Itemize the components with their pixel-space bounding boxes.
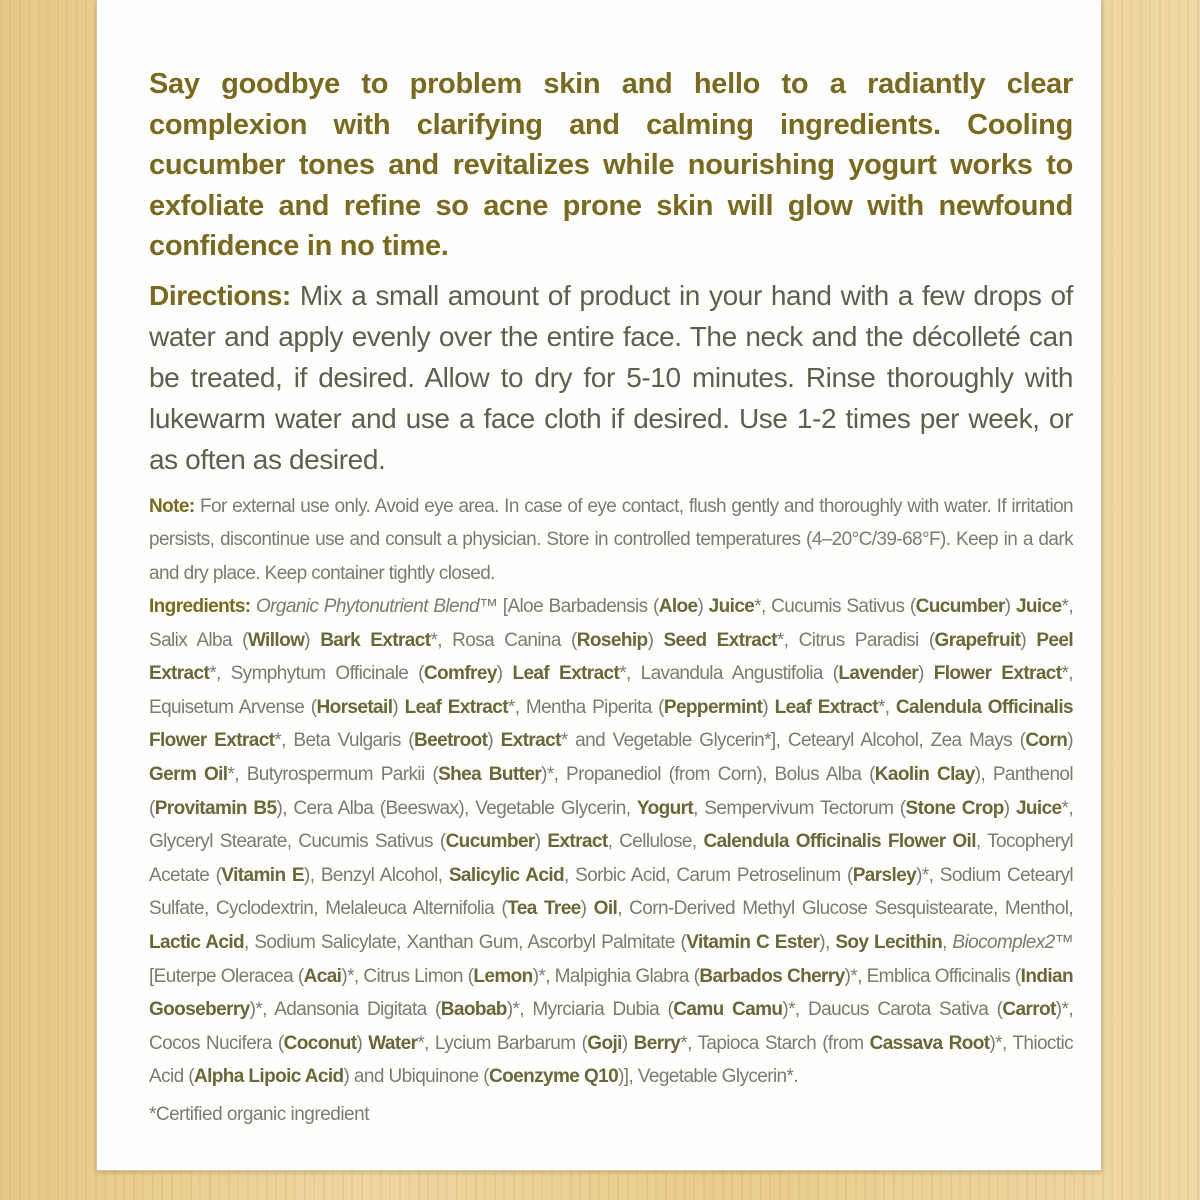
- ingredient-segment: , Sorbic Acid, Carum Petroselinum (: [564, 864, 853, 886]
- ingredient-segment: Willow: [247, 629, 305, 651]
- ingredient-segment: Barbados Cherry: [699, 965, 845, 987]
- ingredient-segment: ): [496, 663, 513, 685]
- ingredient-segment: Extract: [500, 730, 561, 752]
- ingredient-segment: ): [304, 629, 321, 651]
- ingredient-segment: Cucumber: [445, 831, 535, 853]
- ingredient-segment: ): [697, 596, 709, 617]
- ingredient-segment: ): [621, 1032, 634, 1054]
- ingredient-segment: Aloe: [658, 596, 698, 617]
- note-label: Note:: [149, 495, 195, 517]
- ingredient-segment: Leaf Extract: [512, 663, 620, 685]
- ingredient-segment: Stone Crop: [905, 797, 1004, 819]
- ingredient-segment: Carrot: [1002, 999, 1056, 1021]
- ingredient-segment: Flower Extract: [933, 663, 1062, 685]
- ingredient-segment: )*, Sodium Cetearyl Sulfate, Cyclodextrin, Melaleuca Alternifolia (: [149, 864, 1073, 920]
- ingredient-segment: Germ Oil: [149, 763, 228, 785]
- ingredient-segment: Juice: [708, 596, 755, 617]
- ingredient-segment: ),: [819, 931, 836, 953]
- ingredient-segment: Organic Phytonutrient Blend™: [255, 596, 498, 617]
- ingredient-segment: [Euterpe Oleracea (: [149, 965, 304, 987]
- ingredient-segment: )], Vegetable Glycerin*.: [618, 1066, 799, 1088]
- ingredient-segment: Vitamin E: [221, 864, 304, 886]
- ingredient-segment: Cucumber: [915, 596, 1005, 617]
- ingredient-segment: *, Cucumis Sativus (: [754, 596, 916, 617]
- ingredient-segment: ), Panthenol (: [149, 763, 1074, 819]
- note-paragraph: [149, 490, 1073, 591]
- directions-label: Directions:: [149, 279, 291, 311]
- ingredient-segment: ): [1067, 730, 1073, 752]
- ingredient-segment: ) and Ubiquinone (: [343, 1066, 490, 1088]
- ingredient-segment: , Cellulose,: [607, 831, 704, 853]
- ingredient-segment: Grapefruit: [934, 629, 1021, 651]
- ingredient-segment: Juice: [1015, 797, 1062, 819]
- ingredient-segment: , Sempervivum Tectorum (: [693, 797, 906, 819]
- directions-text: Mix a small amount of product in your hand with a few drops of water and apply evenly over the entire face. The neck and the décolleté can be treated, if desired. Allow to dry for 5-10 minutes. Rinse thoroughly with lukewarm water and use a face cloth if desired. Use 1-2 times per week, or as often as desired.: [149, 279, 1073, 475]
- ingredient-segment: Alpha Lipoic Acid: [193, 1066, 344, 1088]
- ingredient-segment: Calendula Officinalis Flower Oil: [703, 831, 976, 853]
- ingredient-segment: * and Vegetable Glycerin*], Cetearyl Alcohol, Zea Mays (: [560, 730, 1026, 752]
- ingredient-segment: Peel Extract: [149, 629, 1074, 685]
- ingredient-segment: *, Butyrospermum Parkii (: [227, 763, 439, 785]
- ingredient-segment: ): [356, 1032, 369, 1054]
- ingredient-segment: *, Beta Vulgaris (: [274, 730, 415, 752]
- ingredient-segment: ), Cera Alba (Beeswax), Vegetable Glycerin,: [276, 797, 637, 819]
- note-text: For external use only. Avoid eye area. In case of eye contact, flush gently and thoroughly with water. If irritation persists, discontinue use and consult a physician. Store in controlled temperatures (4–20°C/39-68°F). Keep in a dark and dry place. Keep container tightly closed.: [149, 495, 1073, 584]
- label-content: [149, 64, 1073, 1131]
- ingredient-segment: Camu Camu: [673, 999, 783, 1021]
- ingredient-segment: ): [1003, 797, 1016, 819]
- ingredient-segment: , Sodium Salicylate, Xanthan Gum, Ascorbyl Palmitate (: [244, 931, 687, 953]
- ingredient-segment: , Corn-Derived Methyl Glucose Sesquistearate, Menthol,: [617, 898, 1073, 920]
- ingredient-segment: Seed Extract: [663, 629, 777, 651]
- ingredient-segment: ): [762, 696, 775, 718]
- ingredient-segment: )*, Cocos Nucifera (: [149, 999, 1073, 1054]
- ingredient-segment: Coconut: [283, 1032, 357, 1054]
- product-description: Say goodbye to problem skin and hello to a radiantly clear complexion with clarifying and calming ingredients. Cooling cucumber tones and revitalizes while nourishing yogurt works to exfoliate and refine so acne prone skin will glow with newfound confidence in no time.: [149, 68, 1073, 262]
- ingredient-segment: Yogurt: [636, 797, 694, 819]
- ingredient-segment: *, Symphytum Officinale (: [209, 663, 424, 685]
- ingredient-segment: *, Equisetum Arvense (: [149, 663, 1073, 718]
- ingredient-segment: )*, Thioctic Acid (: [149, 1032, 1074, 1088]
- label-panel: [96, 0, 1102, 1171]
- ingredient-segment: *, Citrus Paradisi (: [776, 629, 935, 651]
- certified-footnote: *Certified organic ingredient: [149, 1103, 369, 1125]
- ingredient-segment: [Aloe Barbadensis (: [497, 596, 659, 617]
- ingredient-segment: Vitamin C Ester: [686, 931, 820, 953]
- ingredient-segment: *, Lycium Barbarum (: [417, 1032, 588, 1054]
- ingredient-segment: *, Mentha Piperita (: [507, 696, 664, 718]
- ingredient-segment: Rosehip: [576, 629, 648, 651]
- ingredient-segment: *, Lavandula Angustifolia (: [619, 663, 839, 685]
- ingredient-segment: Lemon: [473, 965, 533, 987]
- ingredient-segment: ): [580, 898, 594, 920]
- ingredient-segment: Berry: [633, 1032, 681, 1054]
- ingredient-segment: Extract: [547, 831, 608, 853]
- ingredient-segment: ): [487, 730, 501, 752]
- ingredient-segment: Oil: [593, 898, 618, 920]
- ingredient-segment: Acai: [303, 965, 342, 987]
- ingredient-segment: Lavender: [838, 663, 919, 685]
- ingredient-segment: Calendula Officinalis Flower Extract: [149, 696, 1073, 752]
- ingredient-segment: Parsley: [852, 864, 917, 886]
- ingredient-segment: Leaf Extract: [774, 696, 878, 718]
- ingredient-segment: )*, Adansonia Digitata (: [249, 999, 441, 1021]
- ingredient-segment: Corn: [1025, 730, 1068, 752]
- ingredient-segment: Biocomplex2™: [952, 931, 1073, 953]
- ingredient-segment: ,: [942, 931, 953, 953]
- ingredient-segment: Leaf Extract: [404, 696, 508, 718]
- ingredient-segment: Indian Gooseberry: [149, 965, 1073, 1021]
- ingredient-segment: *, Salix Alba (: [149, 596, 1074, 651]
- ingredient-segment: *, Rosa Canina (: [430, 629, 577, 651]
- ingredient-segment: Provitamin B5: [154, 797, 277, 819]
- ingredient-segment: Beetroot: [414, 730, 488, 752]
- ingredients-label: Ingredients:: [149, 596, 251, 617]
- ingredient-segment: Goji: [587, 1032, 622, 1054]
- ingredient-segment: ): [1004, 596, 1016, 617]
- ingredient-segment: Tea Tree: [507, 898, 581, 920]
- ingredient-segment: , Tocopheryl Acetate (: [149, 831, 1074, 886]
- ingredient-segment: )*, Citrus Limon (: [341, 965, 474, 987]
- ingredient-segment: ), Benzyl Alcohol,: [303, 864, 449, 886]
- directions-paragraph: [149, 275, 1073, 480]
- ingredient-segment: Horsetail: [316, 696, 393, 718]
- ingredient-segment: Soy Lecithin: [835, 931, 943, 953]
- ingredient-segment: Coenzyme Q10: [489, 1066, 619, 1088]
- ingredient-segment: ): [1020, 629, 1037, 651]
- ingredient-segment: *, Glyceryl Stearate, Cucumis Sativus (: [149, 797, 1074, 853]
- ingredient-segment: Comfrey: [423, 663, 497, 685]
- ingredient-segment: *,: [877, 696, 896, 718]
- ingredient-segment: Shea Butter: [438, 763, 542, 785]
- ingredient-segment: Lactic Acid: [149, 931, 245, 953]
- ingredient-segment: )*, Emblica Officinalis (: [844, 965, 1021, 987]
- ingredient-segment: Water: [368, 1032, 418, 1054]
- ingredient-segment: Juice: [1015, 596, 1062, 617]
- ingredient-segment: Cassava Root: [869, 1032, 990, 1054]
- ingredient-segment: )*, Daucus Carota Sativa (: [782, 999, 1003, 1021]
- ingredient-segment: )*, Malpighia Glabra (: [532, 965, 700, 987]
- ingredient-segment: *, Tapioca Starch (from: [680, 1032, 870, 1054]
- ingredient-segment: )*, Myrciaria Dubia (: [506, 999, 674, 1021]
- ingredient-segment: ): [647, 629, 664, 651]
- ingredients-paragraph: [149, 590, 1073, 1094]
- ingredient-segment: ): [534, 831, 548, 853]
- ingredient-segment: Peppermint: [663, 696, 763, 718]
- ingredient-segment: )*, Propanediol (from Corn), Bolus Alba (: [541, 763, 875, 785]
- ingredient-segment: Baobab: [440, 999, 507, 1021]
- ingredient-segment: Bark Extract: [320, 629, 431, 651]
- ingredient-segment: ): [392, 696, 405, 718]
- ingredient-segment: Salicylic Acid: [448, 864, 565, 886]
- ingredient-segment: ): [918, 663, 934, 685]
- ingredient-segment: Kaolin Clay: [874, 763, 975, 785]
